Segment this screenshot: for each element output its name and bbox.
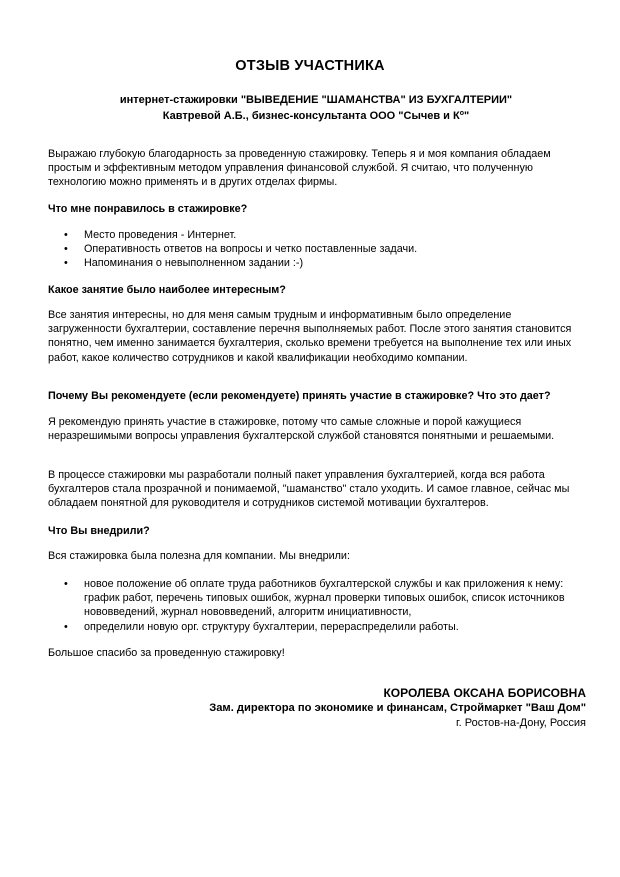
- bullet-icon: •: [64, 257, 68, 270]
- answer-2-paragraph: Все занятия интересны, но для меня самым трудным и информативным было определение загруженности бухгалтерии, составление перечня выполняемых работ. После этого занятия становится понятно, чем именно занимается бухгалтерия, сколько времени требуется на выполнение тех или иных работ, какое количество сотрудников и какой квалификации необходимо компании.: [48, 309, 572, 364]
- signature-city: г. Ростов-на-Дону, Россия: [456, 717, 586, 729]
- list-item-text: новое положение об оплате труда работников бухгалтерской службы и как приложения к нему: график работ, перечень типовых ошибок, журнал проверки типовых ошибок, список источников нововведений, журнал нововведений, алгоритм инициативности,: [84, 578, 565, 619]
- question-4-heading: Что Вы внедрили?: [48, 525, 150, 537]
- list-item-text: Напоминания о невыполненном задании :-): [84, 257, 304, 270]
- question-1-heading: Что мне понравилось в стажировке?: [48, 203, 248, 215]
- signature-name: КОРОЛЕВА ОКСАНА БОРИСОВНА: [383, 686, 586, 700]
- subtitle-line-2: [0, 107, 620, 123]
- list-item: [48, 228, 588, 242]
- subtitle-line-2-end: ": [463, 110, 470, 122]
- question-1-list: [48, 228, 588, 271]
- bullet-icon: •: [64, 229, 68, 241]
- answer-3-paragraph-2: В процессе стажировки мы разработали полный пакет управления бухгалтерией, когда вся работа бухгалтеров стала прозрачной и понимаемой, "шаманство" стало уходить. И самое главное, сейчас мы обладаем понятной для руководителя и сотрудников системой мотивации бухгалтеров.: [48, 469, 570, 510]
- list-item-text: Оперативность ответов на вопросы и четко поставленные задачи.: [84, 243, 418, 256]
- list-item: [48, 242, 588, 256]
- answer-3-paragraph-1: Я рекомендую принять участие в стажировке, потому что самые сложные и порой кажущиеся неразрешимыми вопросы управления бухгалтерской службой становятся понятными и решаемыми.: [48, 416, 555, 443]
- list-item-text: определили новую орг. структуру бухгалтерии, перераспределили работы.: [84, 620, 459, 633]
- bullet-icon: •: [64, 620, 68, 633]
- document-title: ОТЗЫВ УЧАСТНИКА: [235, 58, 385, 74]
- intro-paragraph: Выражаю глубокую благодарность за проведенную стажировку. Теперь я и моя компания обладаем простым и эффективным методом управления финансовой службой. Я считаю, что полученную технологию можно применять и в других отделах фирмы.: [48, 148, 551, 189]
- bullet-icon: •: [64, 243, 68, 256]
- question-2-heading: Какое занятие было наиболее интересным?: [48, 284, 286, 296]
- subtitle-line-2-text: Кавтревой А.Б., бизнес-консультанта ООО "Сычев и К: [162, 110, 460, 122]
- closing-paragraph: Большое спасибо за проведенную стажировку!: [48, 647, 285, 659]
- answer-4-intro: Вся стажировка была полезна для компании. Мы внедрили:: [48, 550, 350, 562]
- question-4-list: [48, 577, 588, 634]
- subtitle-superscript: о: [459, 110, 464, 117]
- list-item-text: Место проведения - Интернет.: [84, 229, 237, 241]
- subtitle-line-1: интернет-стажировки "ВЫВЕДЕНИЕ "ШАМАНСТВА" ИЗ БУХГАЛТЕРИИ": [119, 94, 513, 106]
- list-item: [48, 256, 588, 270]
- bullet-icon: •: [64, 578, 68, 590]
- list-item: [48, 620, 588, 634]
- signature-position: Зам. директора по экономике и финансам, Строймаркет "Ваш Дом": [209, 702, 586, 714]
- list-item: [48, 577, 588, 620]
- question-3-heading: Почему Вы рекомендуете (если рекомендуете) принять участие в стажировке? Что это дает?: [48, 390, 551, 402]
